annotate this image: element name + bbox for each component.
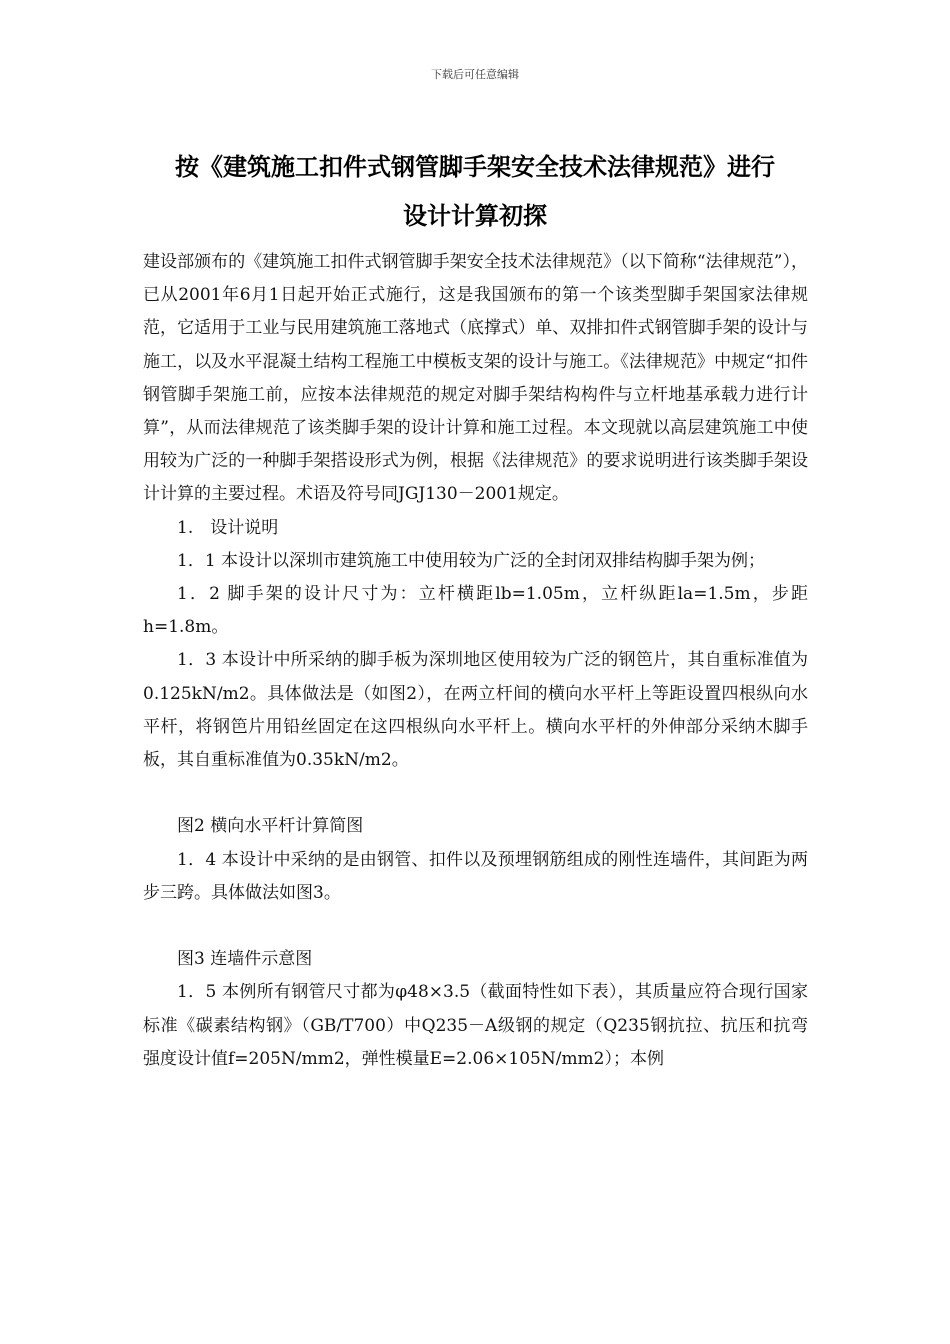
document-body bbox=[143, 246, 808, 1076]
figure-2-caption: 图2 横向水平杆计算简图 bbox=[177, 816, 364, 837]
paragraph-1-3: 1．3 本设计中所采纳的脚手板为深圳地区使用较为广泛的钢笆片，其自重标准值为0.125kN/m2。具体做法是（如图2），在两立杆间的横向水平杆上等距设置四根纵向水平杆，将钢笆片用铅丝固定在这四根纵向水平杆上。横向水平杆的外伸部分采纳木脚手板，其自重标准值为0.35kN/m2。 bbox=[143, 650, 808, 771]
paragraph-1-1: 1．1 本设计以深圳市建筑施工中使用较为广泛的全封闭双排结构脚手架为例； bbox=[177, 550, 766, 571]
figure-3-caption: 图3 连墙件示意图 bbox=[177, 949, 313, 970]
paragraph-1-4: 1．4 本设计中采纳的是由钢管、扣件以及预埋钢筋组成的刚性连墙件，其间距为两步三跨。具体做法如图3。 bbox=[143, 849, 808, 903]
figure-3-placeholder bbox=[143, 910, 808, 943]
section-heading-design-notes: 1. 设计说明 bbox=[177, 517, 279, 538]
figure-2-placeholder bbox=[143, 777, 808, 810]
intro-paragraph: 建设部颁布的《建筑施工扣件式钢管脚手架安全技术法律规范》（以下简称“法律规范”），已从2001年6月1日起开始正式施行，这是我国颁布的第一个该类型脚手架国家法律规范，它适用于工业与民用建筑施工落地式（底撑式）单、双排扣件式钢管脚手架的设计与施工，以及水平混凝土结构工程施工中模板支架的设计与施工。《法律规范》中规定“扣件钢管脚手架施工前，应按本法律规范的规定对脚手架结构构件与立杆地基承载力进行计算”，从而法律规范了该类脚手架的设计计算和施工过程。本文现就以高层建筑施工中使用较为广泛的一种脚手架搭设形式为例，根据《法律规范》的要求说明进行该类脚手架设计计算的主要过程。术语及符号同JGJ130－2001规定。 bbox=[143, 252, 808, 505]
paragraph-1-2: 1．2 脚手架的设计尺寸为：立杆横距lb=1.05m，立杆纵距la=1.5m，步距h=1.8m。 bbox=[143, 584, 808, 638]
paragraph-1-5: 1．5 本例所有钢管尺寸都为φ48×3.5（截面特性如下表），其质量应符合现行国家标准《碳素结构钢》（GB/T700）中Q235－A级钢的规定（Q235钢抗拉、抗压和抗弯强度设计值f=205N/mm2，弹性模量E=2.06×105N/mm2）；本例 bbox=[143, 982, 808, 1069]
document-title-line-1: 按《建筑施工扣件式钢管脚手架安全技术法律规范》进行 bbox=[175, 153, 775, 181]
document-title-line-2: 设计计算初探 bbox=[403, 202, 547, 230]
page-header-note: 下载后可任意编辑 bbox=[431, 68, 519, 81]
